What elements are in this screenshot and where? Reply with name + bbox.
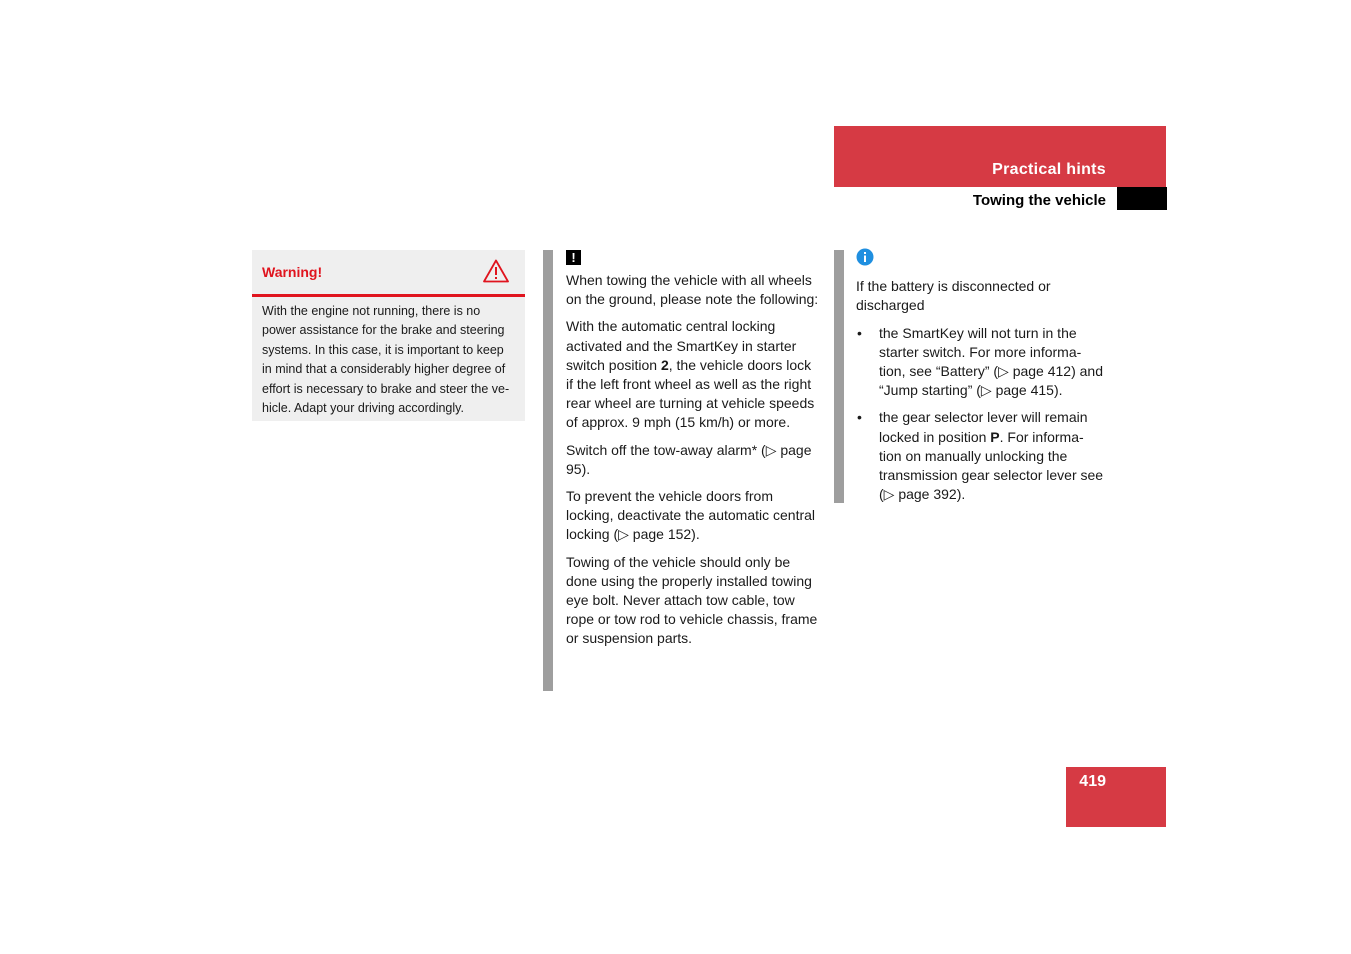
page-number-tab — [1066, 767, 1166, 827]
caution-paragraph-alarm: Switch off the tow-away alarm* (▷ page 95). — [566, 441, 812, 477]
section-title: Practical hints — [992, 161, 1106, 178]
info-list — [856, 324, 1106, 505]
warning-triangle-icon — [483, 259, 509, 283]
caution-paragraph-locking: With the automatic central locking activated and the SmartKey in starter switch position 2, the vehicle doors lock if the left front wheel as well as the right rear wheel are turning at vehicle speeds of approx. 9 mph (15 km/h) or more. — [566, 318, 815, 431]
caution-intro: When towing the vehicle with all wheels on the ground, please note the following: — [566, 272, 819, 308]
caution-sidebar — [543, 250, 553, 691]
warning-box — [252, 250, 525, 421]
caution-paragraph-towing-eye: Towing of the vehicle should only be done using the properly installed towing eye bolt. Never attach tow cable, tow rope or tow rod to vehicle chassis, frame or suspension parts. — [566, 553, 818, 647]
info-sidebar — [834, 250, 844, 503]
warning-title: Warning! — [262, 264, 323, 280]
subsection-title: Towing the vehicle — [972, 192, 1106, 209]
info-intro: If the battery is disconnected or discharged — [856, 278, 1051, 314]
header-tab-marker — [1117, 187, 1167, 210]
info-icon — [856, 248, 874, 266]
warning-header — [252, 250, 525, 297]
page-number: 419 — [1079, 773, 1106, 790]
caution-column — [566, 248, 821, 657]
warning-text: With the engine not running, there is no power assistance for the brake and steering systems. In this case, it is important to keep in mind that a considerably higher degree of effort is necessary to brake and steer the ve-hicle. Adapt your driving accordingly. — [262, 304, 510, 416]
list-item: • the gear selector lever will remain locked in position P. For informa-tion on manually unlocking the transmission gear selector lever see (▷ page 392). — [856, 408, 1106, 504]
caution-icon: ! — [566, 250, 581, 265]
info-column — [856, 248, 1106, 512]
list-item: • the SmartKey will not turn in the starter switch. For more informa-tion, see “Battery” (▷ page 412) and “Jump starting” (▷ page 415). — [856, 324, 1106, 401]
caution-paragraph-deactivate: To prevent the vehicle doors from locking, deactivate the automatic central locking (▷ page 152). — [566, 488, 816, 543]
header-band — [834, 126, 1166, 187]
